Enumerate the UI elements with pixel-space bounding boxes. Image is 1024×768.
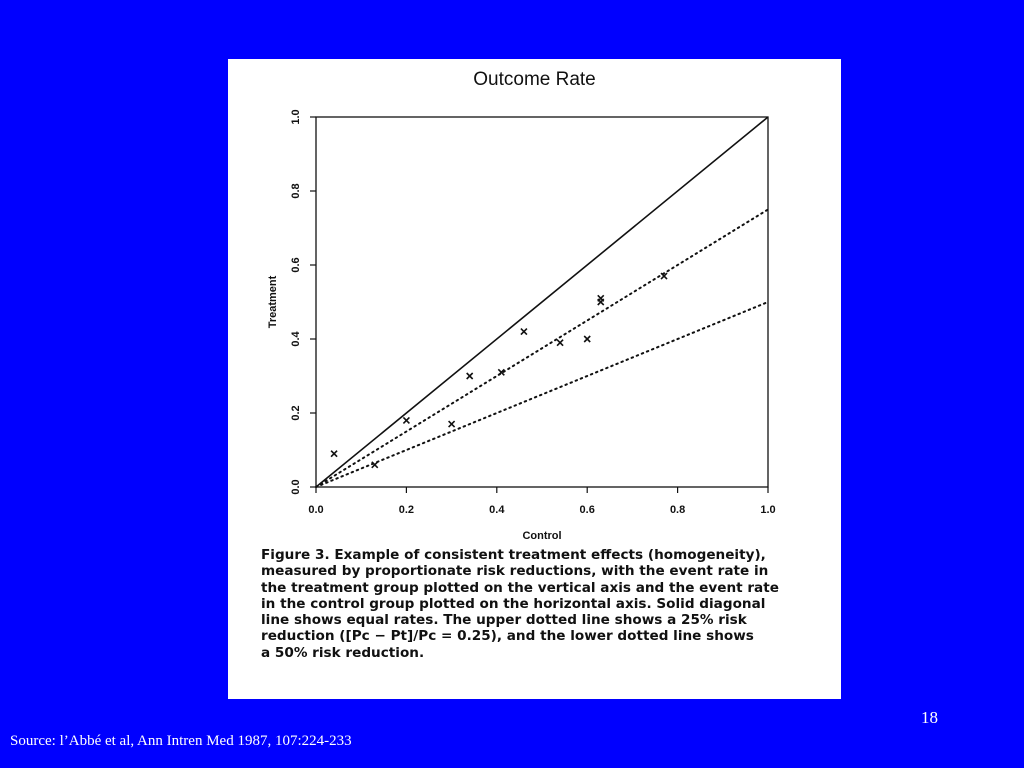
caption-line-3: the treatment group plotted on the vertical axis and the event rate <box>261 579 779 596</box>
y-tick-label: 0.6 <box>290 257 302 273</box>
source-citation: Source: l’Abbé et al, Ann Intren Med 1987, 107:224-233 <box>10 733 352 749</box>
data-point <box>331 451 337 457</box>
caption-line-1 <box>261 547 791 563</box>
data-point <box>598 295 604 301</box>
caption-line-7: a 50% risk reduction. <box>261 644 425 661</box>
data-point <box>521 329 527 335</box>
caption-label: Figure 3. <box>261 547 330 563</box>
x-tick-label: 0.0 <box>308 504 324 516</box>
caption-line-5: line shows equal rates. The upper dotted line shows a 25% risk <box>261 612 747 629</box>
x-tick-label: 0.8 <box>669 504 686 516</box>
risk-reduction-line-1 <box>316 210 768 488</box>
x-tick-label: 0.6 <box>579 504 595 516</box>
figure-panel <box>228 59 841 699</box>
caption-line-4: in the control group plotted on the horizontal axis. Solid diagonal <box>261 595 766 612</box>
scatter-chart <box>228 59 841 539</box>
caption-line-6: reduction ([Pc − Pt]/Pc = 0.25), and the lower dotted line shows <box>261 628 754 645</box>
y-axis-label: Treatment <box>267 275 279 329</box>
caption-line-2: measured by proportionate risk reductions, with the event rate in <box>261 563 769 580</box>
data-point <box>449 421 455 427</box>
x-tick-label: 1.0 <box>760 504 776 516</box>
y-tick-label: 0.0 <box>290 479 302 495</box>
data-point <box>467 373 473 379</box>
data-point <box>403 417 409 423</box>
figure-caption <box>261 547 791 661</box>
slide-number: 18 <box>921 708 938 727</box>
x-tick-label: 0.2 <box>398 504 415 516</box>
chart-title: Outcome Rate <box>473 69 596 90</box>
y-tick-label: 1.0 <box>290 109 302 125</box>
y-tick-label: 0.2 <box>290 405 302 421</box>
x-axis-label: Control <box>522 530 562 539</box>
data-point <box>557 340 563 346</box>
risk-reduction-line-2 <box>316 302 768 487</box>
caption-line-text: Example of consistent treatment effects (homogeneity), <box>329 547 766 563</box>
y-tick-label: 0.8 <box>290 183 302 199</box>
equal-rate-line <box>316 117 768 487</box>
x-tick-label: 0.4 <box>489 504 505 516</box>
data-point <box>584 336 590 342</box>
y-tick-label: 0.4 <box>290 331 302 347</box>
